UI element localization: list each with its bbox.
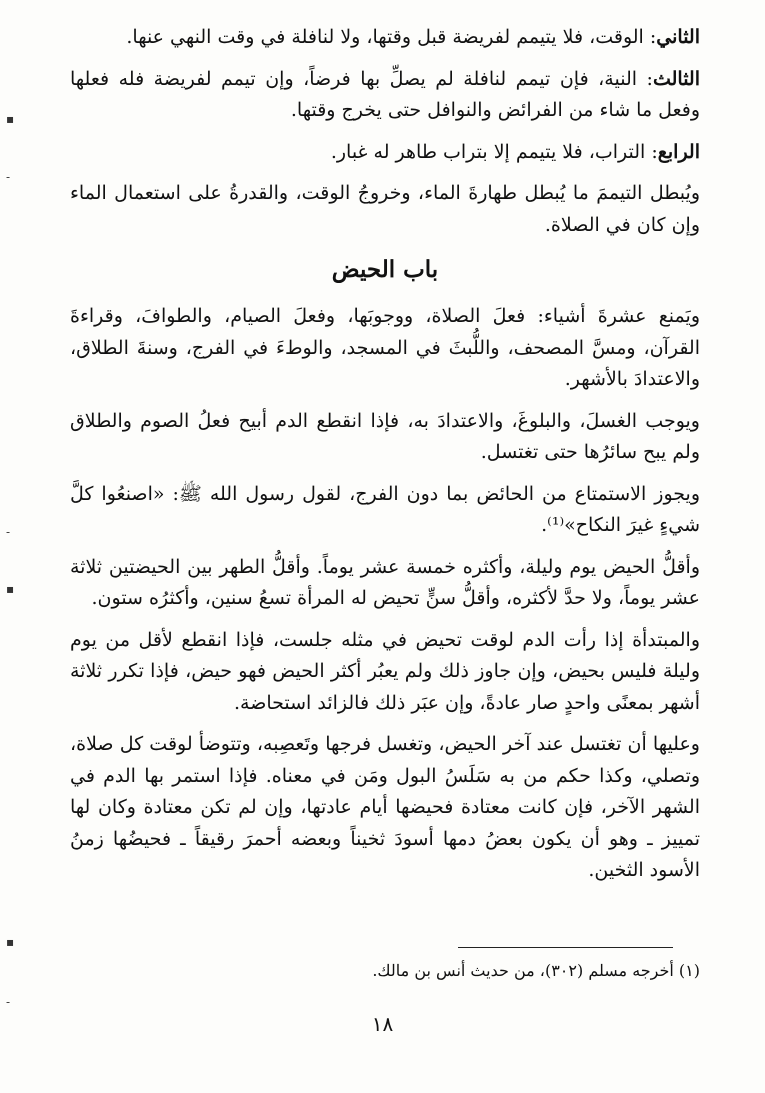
paragraph-label: الرابع bbox=[657, 140, 700, 163]
paragraph-beginner: والمبتدأة إذا رأت الدم لوقت تحيض في مثله جلست، فإذا انقطع لأقل من يوم وليلة فليس بحيض، وإن جاوز ذلك ولم يعبُر أكثر الحيض فهو حيض، فإذا تكرر ثلاثة أشهر بمعنًى واحدٍ صار عادةً، وإن عبَر ذلك فالزائد استحاضة. bbox=[70, 628, 700, 714]
margin-dot-icon: ▪ bbox=[6, 112, 15, 126]
paragraph-text: : النية، فإن تيمم لنافلة لم يصلِّ بها فرضاً، وإن تيمم لفريضة فله فعلها وفعل ما شاء من الفرائض والنوافل حتى يخرج وقتها. bbox=[70, 67, 700, 121]
margin-dot-icon: - bbox=[6, 170, 11, 184]
paragraph-text: : الوقت، فلا يتيمم لفريضة قبل وقتها، ولا لنافلة في وقت النهي عنها. bbox=[126, 26, 657, 48]
margin-dot-icon: ▪ bbox=[6, 935, 15, 949]
paragraph-label: الثالث bbox=[652, 67, 700, 90]
margin-dot-icon: - bbox=[6, 995, 11, 1009]
paragraph-tayammum-nullifiers bbox=[70, 178, 700, 241]
paragraph-duration: وأقلُّ الحيض يوم وليلة، وأكثره خمسة عشر يوماً. وأقلُّ الطهر بين الحيضتين ثلاثة عشر يوماً، ولا حدَّ لأكثره، وأقلُّ سنٍّ تحيض له المرأة تسعُ سنين، وأكثرُه ستون. bbox=[70, 555, 700, 609]
margin-dot-icon: ▪ bbox=[6, 582, 15, 596]
paragraph-third-condition bbox=[70, 64, 700, 127]
paragraph-label: الثاني bbox=[656, 26, 700, 48]
paragraph-prohibitions: ويَمنع عشرةَ أشياء: فعلَ الصلاة، ووجوبَها، وفعلَ الصيام، والطوافَ، وقراءةَ القرآن، ومسَّ المصحف، واللُّبثَ في المسجد، والوطءَ في الفرج، وسنةَ الطلاق، والاعتدادَ بالأشهر. bbox=[70, 305, 700, 390]
page-number: ١٨ bbox=[371, 1012, 394, 1036]
page-body bbox=[70, 22, 700, 897]
margin-dot-icon: - bbox=[6, 525, 11, 539]
footnote-divider bbox=[458, 947, 673, 948]
paragraph-second-condition bbox=[70, 22, 700, 54]
footnote: (١) أخرجه مسلم (٣٠٢)، من حديث أنس بن مالك. bbox=[372, 961, 700, 980]
paragraph-obligations: ويوجب الغسلَ، والبلوغَ، والاعتدادَ به، فإذا انقطع الدم أبيح فعلُ الصوم والطلاق ولم يبح سائرُها حتى تغتسل. bbox=[70, 409, 700, 463]
section-heading: باب الحيض bbox=[331, 256, 439, 283]
paragraph-text: ويُبطل التيممَ ما يُبطل طهارةَ الماء، وخروجُ الوقت، والقدرةُ على استعمال الماء وإن كان في الصلاة. bbox=[70, 182, 700, 236]
paragraph-text: : التراب، فلا يتيمم إلا بتراب طاهر له غبار. bbox=[330, 140, 658, 163]
paragraph-fourth-condition bbox=[70, 137, 700, 169]
paragraph-istihada: وعليها أن تغتسل عند آخر الحيض، وتغسل فرجها وتَعصِبه، وتتوضأ لوقت كل صلاة، وتصلي، وكذا حكم من به سَلَسُ البول ومَن في معناه. فإذا استمر بها الدم في الشهر الآخر، فإن كانت معتادة فحيضها أيام عادتها، وإن لم تكن معتادة وكان لها تمييز ـ وهو أن يكون بعضُ دمها أسودَ ثخيناً وبعضه أحمرَ رقيقاً ـ فحيضُها زمنُ الأسود الثخين. bbox=[70, 733, 700, 881]
paragraph-permitted-enjoyment: ويجوز الاستمتاع من الحائض بما دون الفرج، لقول رسول الله ﷺ: «اصنعُوا كلَّ شيءٍ غيرَ النكاح»⁽¹⁾. bbox=[70, 482, 700, 536]
